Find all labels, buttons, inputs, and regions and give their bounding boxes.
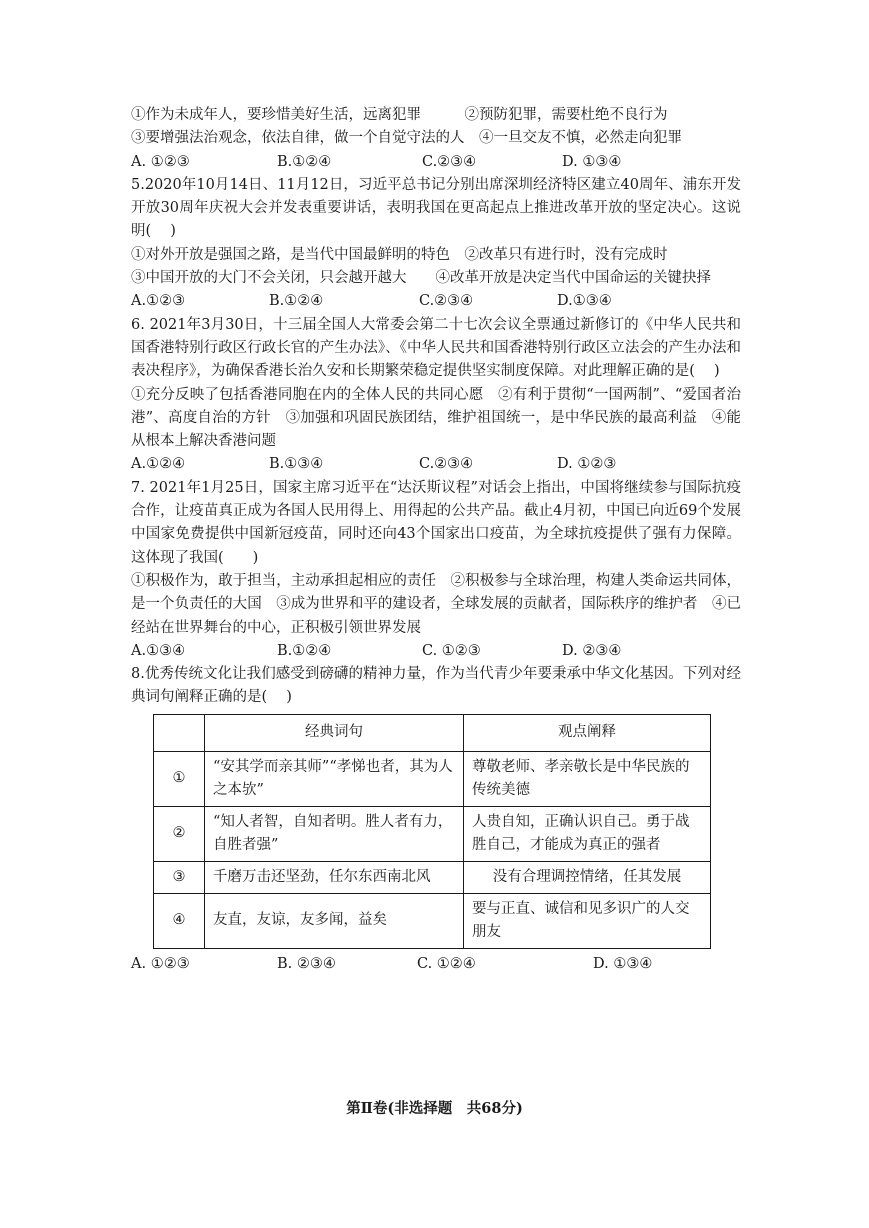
q4-statements-line2: ③要增强法治观念，依法自律，做一个自觉守法的人 ④一旦交友不慎，必然走向犯罪 bbox=[131, 130, 682, 147]
table-header-quote: 经典词句 bbox=[205, 714, 464, 751]
q7-stem: 7. 2021年1月25日，国家主席习近平在“达沃斯议程”对话会上指出，中国将继续参与国际抗疫合作，让疫苗真正成为各国人民用得上、用得起的公共产品。截止4月初，中国已向近69个发展中国家免费提供中国新冠疫苗，同时还向43个国家出口疫苗，为全球抗疫提供了强有力保障。这体现了我国( ) bbox=[131, 479, 741, 566]
question-8 bbox=[131, 663, 741, 976]
q6-option-b: B.①③④ bbox=[269, 456, 324, 473]
table-row-interpretation: 尊敬老师、孝亲敬长是中华民族的传统美德 bbox=[464, 751, 711, 806]
table-row-quote: 千磨万击还坚劲，任尔东西南北风 bbox=[205, 861, 464, 893]
question-6 bbox=[131, 314, 741, 477]
q5-option-a: A.①②③ bbox=[131, 293, 186, 310]
q4-option-b: B.①②④ bbox=[277, 153, 332, 170]
q5-option-d: D.①③④ bbox=[557, 293, 612, 310]
q8-option-c: C. ①②④ bbox=[417, 955, 476, 972]
q5-statements-line2: ③中国开放的大门不会关闭，只会越开越大 ④改革开放是决定当代中国命运的关键抉择 bbox=[131, 270, 711, 287]
q4-option-c: C.②③④ bbox=[422, 153, 477, 170]
table-row bbox=[154, 893, 711, 948]
section-title: 第Ⅱ卷(非选择题 共68分) bbox=[346, 1100, 523, 1117]
q8-options bbox=[131, 953, 741, 976]
q4-statements-line1: ①作为未成年人，要珍惜美好生活，远离犯罪 ②预防犯罪，需要杜绝不良行为 bbox=[131, 107, 668, 123]
q5-option-b: B.①②④ bbox=[269, 293, 324, 310]
table-row-interpretation: 没有合理调控情绪，任其发展 bbox=[464, 861, 711, 893]
q4-options bbox=[131, 151, 741, 174]
table-row bbox=[154, 751, 711, 806]
table-row-number: ① bbox=[154, 751, 205, 806]
q4-option-a: A. ①②③ bbox=[131, 153, 190, 170]
table-row-interpretation: 要与正直、诚信和见多识广的人交朋友 bbox=[464, 893, 711, 948]
q7-option-c: C. ①②③ bbox=[422, 642, 481, 659]
table-row-number: ③ bbox=[154, 861, 205, 893]
table-row bbox=[154, 861, 711, 893]
q7-option-b: B.①②④ bbox=[277, 642, 332, 659]
table-header-number bbox=[154, 714, 205, 751]
table-row-number: ④ bbox=[154, 893, 205, 948]
q6-statements: ①充分反映了包括香港同胞在内的全体人民的共同心愿 ②有利于贯彻“一国两制”、“爱国者治港”、高度自治的方针 ③加强和巩固民族团结，维护祖国统一，是中华民族的最高利益 ④能从根本上解决香港问题 bbox=[131, 386, 741, 450]
table-header-row bbox=[154, 714, 711, 751]
q6-stem: 6. 2021年3月30日，十三届全国人大常委会第二十七次会议全票通过新修订的《中华人民共和国香港特别行政区行政长官的产生办法》、《中华人民共和国香港特别行政区立法会的产生办法和表决程序》，为确保香港长治久安和长期繁荣稳定提供坚实制度保障。对此理解正确的是( ) bbox=[131, 316, 741, 380]
q7-options bbox=[131, 640, 741, 663]
q6-option-d: D. ①②③ bbox=[557, 456, 617, 473]
table-row-quote: “安其学而亲其师”“孝悌也者，其为人之本欤” bbox=[205, 751, 464, 806]
q5-options bbox=[131, 290, 741, 313]
table-row-quote: 友直，友谅，友多闻，益矣 bbox=[205, 893, 464, 948]
table-row bbox=[154, 806, 711, 861]
question-4 bbox=[131, 104, 741, 174]
q5-option-c: C.②③④ bbox=[419, 293, 474, 310]
q5-statements-line1: ①对外开放是强国之路，是当代中国最鲜明的特色 ②改革只有进行时，没有完成时 bbox=[131, 246, 668, 263]
q6-options bbox=[131, 453, 741, 476]
q5-stem: 5.2020年10月14日、11月12日，习近平总书记分别出席深圳经济特区建立40周年、浦东开发开放30周年庆祝大会并发表重要讲话，表明我国在更高起点上推进改革开放的坚定决心。这说明( ) bbox=[131, 176, 741, 240]
q8-option-b: B. ②③④ bbox=[277, 955, 336, 972]
q8-quote-table bbox=[153, 714, 711, 949]
q8-stem: 8.优秀传统文化让我们感受到磅礴的精神力量，作为当代青少年要秉承中华文化基因。下列对经典词句阐释正确的是( ) bbox=[131, 666, 741, 706]
q7-option-d: D. ②③④ bbox=[562, 642, 622, 659]
table-row-number: ② bbox=[154, 806, 205, 861]
table-header-interpretation: 观点阐释 bbox=[464, 714, 711, 751]
q7-option-a: A.①③④ bbox=[131, 642, 186, 659]
table-row-interpretation: 人贵自知，正确认识自己。勇于战胜自己，才能成为真正的强者 bbox=[464, 806, 711, 861]
question-7 bbox=[131, 477, 741, 663]
table-row-quote: “知人者智，自知者明。胜人者有力，自胜者强” bbox=[205, 806, 464, 861]
question-content bbox=[131, 104, 741, 976]
q8-option-d: D. ①③④ bbox=[593, 955, 653, 972]
q6-option-c: C.②③④ bbox=[419, 456, 474, 473]
q6-option-a: A.①②④ bbox=[131, 456, 186, 473]
question-5 bbox=[131, 174, 741, 314]
q8-option-a: A. ①②③ bbox=[131, 955, 190, 972]
q7-statements: ①积极作为，敢于担当，主动承担起相应的责任 ②积极参与全球治理，构建人类命运共同体，是一个负责任的大国 ③成为世界和平的建设者，全球发展的贡献者，国际秩序的维护者 ④已经站在世界舞台的中心，正积极引领世界发展 bbox=[131, 572, 741, 636]
q4-option-d: D. ①③④ bbox=[562, 153, 622, 170]
